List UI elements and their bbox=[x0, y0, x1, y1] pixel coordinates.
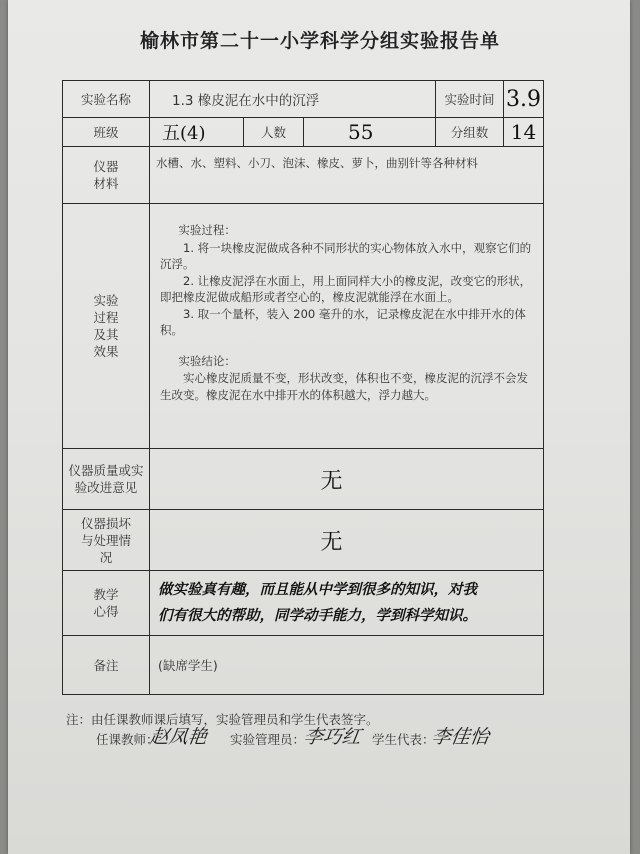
quality-value: 无 bbox=[149, 449, 543, 509]
people-count-value: 55 bbox=[303, 118, 435, 146]
student-signature: 李佳怡 bbox=[430, 726, 491, 748]
row-teaching bbox=[63, 571, 543, 636]
class-label: 班级 bbox=[93, 124, 119, 140]
class-value: 五(4) bbox=[149, 118, 243, 146]
process-step-2: 2. 让橡皮泥浮在水面上，用上面同样大小的橡皮泥，改变它的形状，即把橡皮泥做成船形或者空心的，橡皮泥就能浮在水面上。 bbox=[160, 273, 532, 304]
experiment-time-value: 3.9 bbox=[503, 81, 543, 117]
process-step-1: 1. 将一块橡皮泥做成各种不同形状的实心物体放入水中，观察它们的沉浮。 bbox=[160, 240, 532, 271]
materials-value: 水槽、水、塑料、小刀、泡沫、橡皮、萝卜，曲别针等各种材料 bbox=[149, 147, 543, 203]
teaching-value bbox=[149, 571, 543, 635]
quality-label: 仪器质量或实验改进意见 bbox=[68, 463, 144, 495]
experiment-time-label: 实验时间 bbox=[435, 81, 503, 117]
process-content bbox=[149, 204, 543, 448]
remarks-value: (缺席学生) bbox=[149, 636, 543, 694]
conclusion-heading: 实验结论： bbox=[178, 353, 236, 368]
conclusion-text: 实心橡皮泥质量不变，形状改变，体积也不变，橡皮泥的沉浮不会发生改变。橡皮泥在水中排开水的体积越大，浮力越大。 bbox=[160, 371, 528, 402]
teacher-label: 任课教师： bbox=[96, 732, 159, 747]
report-table bbox=[62, 80, 544, 695]
page-title: 榆林市第二十一小学科学分组实验报告单 bbox=[139, 30, 500, 52]
row-experiment-name bbox=[63, 81, 543, 118]
row-class bbox=[63, 118, 543, 147]
people-count-label: 人数 bbox=[243, 118, 303, 146]
experiment-name-label: 实验名称 bbox=[80, 91, 131, 107]
group-count-value: 14 bbox=[503, 118, 543, 146]
manager-label: 实验管理员： bbox=[230, 732, 306, 747]
damage-value: 无 bbox=[149, 510, 543, 570]
row-process bbox=[63, 204, 543, 449]
teaching-line-1: 做实验真有趣，而且能从中学到很多的知识，对我 bbox=[158, 581, 477, 598]
manager-signature: 李巧红 bbox=[302, 726, 363, 748]
row-quality bbox=[63, 449, 543, 510]
teaching-line-2: 们有很大的帮助，同学动手能力，学到科学知识。 bbox=[158, 607, 477, 624]
row-materials bbox=[63, 147, 543, 204]
footer-note: 注：由任课教师课后填写，实验管理员和学生代表签字。 bbox=[66, 712, 379, 727]
student-label: 学生代表： bbox=[372, 732, 435, 747]
teaching-label: 教学心得 bbox=[93, 587, 119, 619]
remarks-label: 备注 bbox=[93, 657, 119, 673]
process-heading: 实验过程： bbox=[178, 223, 236, 237]
process-label: 实验过程及其效果 bbox=[93, 293, 119, 359]
row-damage bbox=[63, 510, 543, 571]
experiment-name-value: 1.3 橡皮泥在水中的沉浮 bbox=[149, 81, 435, 117]
group-count-label: 分组数 bbox=[435, 118, 503, 146]
row-remarks bbox=[63, 636, 543, 694]
process-step-3: 3. 取一个量杯，装入 200 毫升的水，记录橡皮泥在水中排开水的体积。 bbox=[160, 306, 526, 337]
materials-label: 仪器材料 bbox=[93, 159, 119, 191]
damage-label: 仪器损坏与处理情况 bbox=[80, 515, 131, 565]
teacher-signature: 赵凤艳 bbox=[148, 726, 209, 748]
